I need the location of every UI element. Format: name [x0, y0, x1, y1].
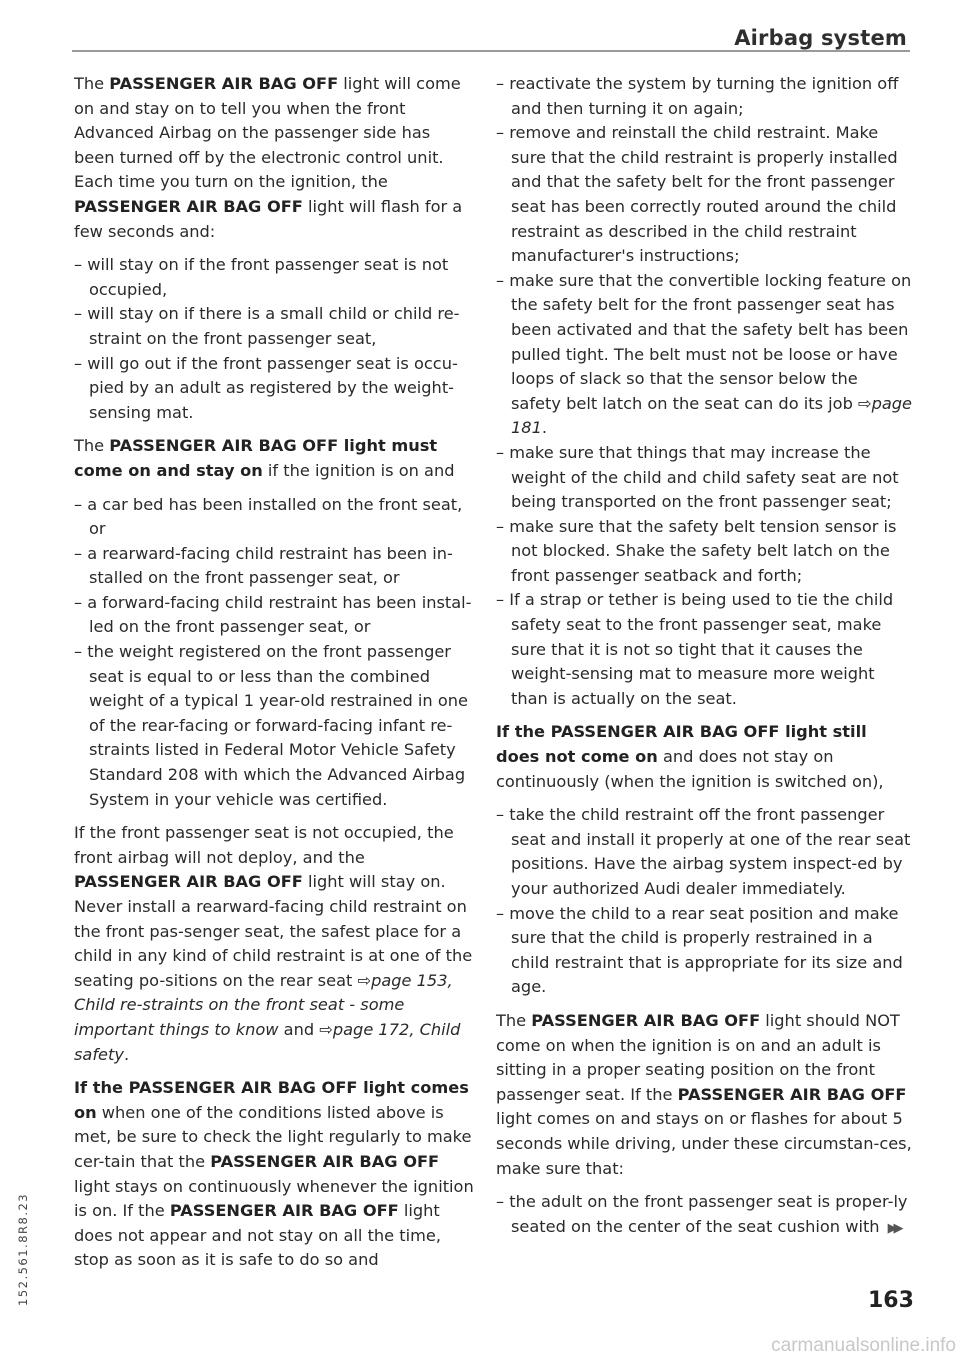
page-reference-arrow-icon: ⇨	[858, 393, 872, 413]
still-not-on-paragraph: If the PASSENGER AIR BAG OFF light still does not come on and does not stay on continuously (when the ignition is switched on),	[496, 722, 884, 791]
flash-behavior-list	[74, 253, 474, 425]
page-reference-link[interactable]: page 153, Child re-straints on the front seat - some important things to know	[74, 970, 453, 1039]
list-item: – will stay on if there is a small child or child re-straint on the front passenger seat,	[74, 304, 460, 348]
must-stay-on-paragraph: The PASSENGER AIR BAG OFF light must come on and stay on if the ignition is on and	[74, 436, 455, 480]
page-reference-link[interactable]: page 181	[511, 393, 913, 438]
page-reference-link[interactable]: page 172, Child safety	[74, 1019, 461, 1064]
conditions-list	[74, 493, 474, 813]
page-reference-arrow-icon: ⇨	[319, 1019, 333, 1039]
intro-paragraph: The PASSENGER AIR BAG OFF light will come on and stay on to tell you when the front Advanced Airbag on the passenger side has been turned off by the electronic control unit. Each time you turn on the ignition, the PASSENGER AIR BAG OFF light will flash for a few seconds and:	[74, 74, 463, 241]
list-item: – a car bed has been installed on the front seat, or	[74, 494, 463, 539]
list-item: – If a strap or tether is being used to tie the child safety seat to the front passenger seat, make sure that it is not so tight that it causes the weight-sensing mat to measure more weight than is actually on the seat.	[496, 590, 894, 708]
list-item: – make sure that things that may increase the weight of the child and child safety seat are not being transported on the front passenger seat;	[496, 442, 899, 512]
list-item: – make sure that the convertible locking feature on the safety belt for the front passenger seat has been activated and that the safety belt has been pulled tight. The belt must not be loose or have loops of slack so that the sensor below the safety belt latch on the seat can do its job ⇨page 181.	[496, 270, 913, 438]
list-item: – the adult on the front passenger seat is proper-ly seated on the center of the seat cushion with ▶▶	[496, 1192, 908, 1236]
list-item: – take the child restraint off the front passenger seat and install it properly at one of the rear seat positions. Have the airbag system inspect-ed by your authorized Audi dealer immediately.	[496, 805, 911, 898]
remedy-list	[496, 803, 912, 1000]
list-item: – will go out if the front passenger seat is occu-pied by an adult as registered by the weight-sensing mat.	[74, 353, 458, 422]
list-item: – a forward-facing child restraint has been instal-led on the front passenger seat, or	[74, 592, 472, 637]
header-divider	[72, 50, 910, 52]
left-column	[74, 72, 474, 1282]
list-item: – the weight registered on the front passenger seat is equal to or less than the combined weight of a typical 1 year-old restrained in one of the rear-facing or forward-facing infant re-straints listed in Federal Motor Vehicle Safety Standard 208 with which the Advanced Airbag System in your vehicle was certified.	[74, 642, 468, 809]
list-item: – remove and reinstall the child restraint. Make sure that the child restraint is properly installed and that the safety belt for the front passenger seat has been correctly routed around the child restraint as described in the child restraint manufacturer's instructions;	[496, 123, 898, 266]
list-item: – move the child to a rear seat position and make sure that the child is properly restrained in a child restraint that is appropriate for its size and age.	[496, 903, 903, 997]
document-code: 152.561.8R8.23	[16, 1192, 30, 1306]
actions-list	[496, 72, 912, 711]
list-item: – a rearward-facing child restraint has been in-stalled on the front passenger seat, or	[74, 543, 453, 588]
list-item: – make sure that the safety belt tension sensor is not blocked. Shake the safety belt latch on the front passenger seatback and forth;	[496, 516, 897, 585]
unoccupied-seat-paragraph: If the front passenger seat is not occupied, the front airbag will not deploy, and the PASSENGER AIR BAG OFF light will stay on. Never install a rearward-facing child restraint on the front pas-senger seat, the safest place for a child in any kind of child restraint is at one of the seating po-sitions on the rear seat ⇨page 153, Child re-straints on the front seat - some important things to know and ⇨page 172, Child safety.	[74, 823, 473, 1064]
list-item: – reactivate the system by turning the ignition off and then turning it on again;	[496, 74, 899, 118]
light-comes-on-paragraph: If the PASSENGER AIR BAG OFF light comes on when one of the conditions listed above is met, be sure to check the light regularly to make cer-tain that the PASSENGER AIR BAG OFF light stays on continuously whenever the ignition is on. If the PASSENGER AIR BAG OFF light does not appear and not stay on all the time, stop as soon as it is safe to do so and	[74, 1078, 474, 1270]
continue-arrow-icon: ▶▶	[887, 1220, 900, 1236]
section-title: Airbag system	[734, 26, 907, 50]
watermark: carmanualsonline.info	[771, 1335, 956, 1356]
right-column	[496, 72, 912, 1250]
adult-check-list	[496, 1190, 912, 1241]
page-reference-arrow-icon: ⇨	[357, 970, 372, 990]
page-number: 163	[868, 1288, 914, 1313]
adult-seated-paragraph: The PASSENGER AIR BAG OFF light should NOT come on when the ignition is on and an adult is sitting in a proper seating position on the front passenger seat. If the PASSENGER AIR BAG OFF light comes on and stays on or flashes for about 5 seconds while driving, under these circumstan-ces, make sure that:	[496, 1010, 912, 1178]
list-item: – will stay on if the front passenger seat is not occupied,	[74, 255, 449, 299]
